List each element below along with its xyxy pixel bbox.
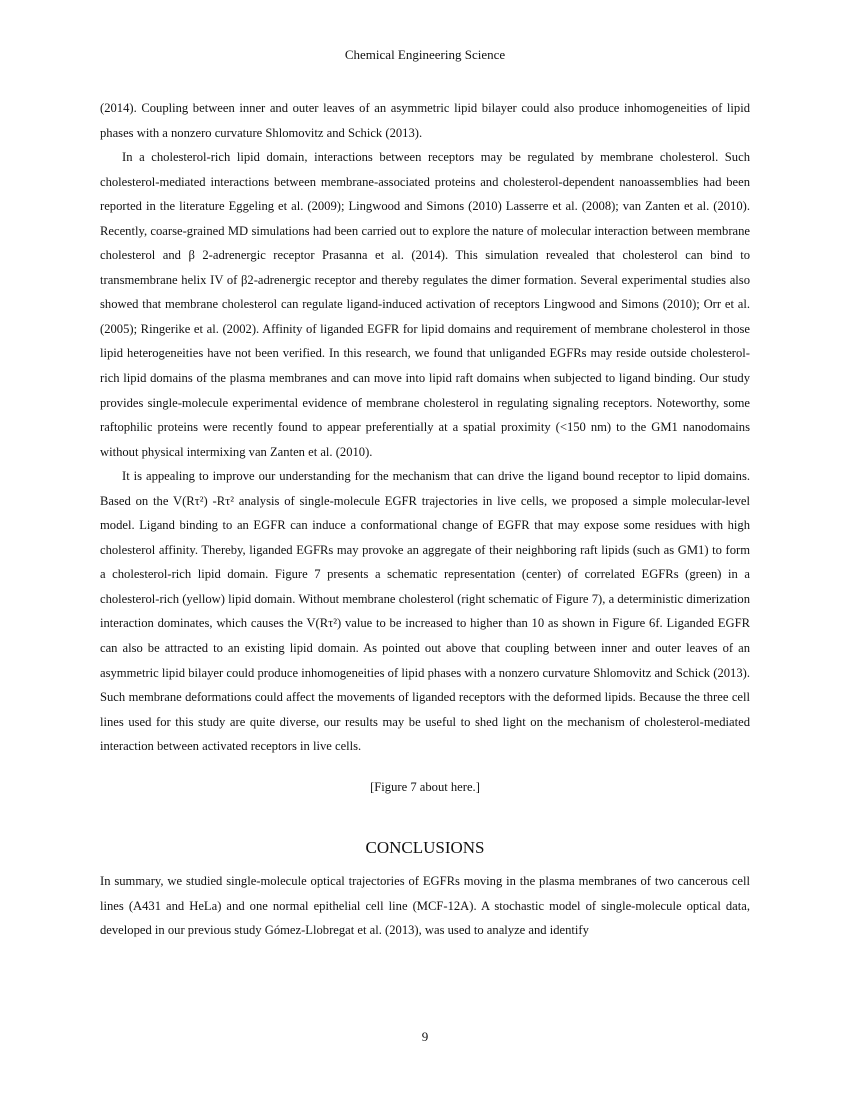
main-text [100, 96, 750, 943]
conclusions-paragraph: In summary, we studied single-molecule optical trajectories of EGFRs moving in the plasma membranes of two cancerous cell lines (A431 and HeLa) and one normal epithelial cell line (MCF-12A). A stochastic model of single-molecule optical data, developed in our previous study Gómez-Llobregat et al. (2013), was used to analyze and identify [100, 874, 750, 938]
page-number: 9 [421, 1029, 429, 1044]
paragraph-3: It is appealing to improve our understanding for the mechanism that can drive the ligand bound receptor to lipid domains. Based on the V(Rτ²) -Rτ² analysis of single-molecule EGFR trajectories in live cells, we proposed a simple molecular-level model. Ligand binding to an EGFR can induce a conformational change of EGFR that may expose some residues with high cholesterol affinity. Thereby, liganded EGFRs may provoke an aggregate of their neighboring raft lipids (such as GM1) to form a cholesterol-rich lipid domain. Figure 7 presents a schematic representation (center) of correlated EGFRs (green) in a cholesterol-rich (yellow) lipid domain. Without membrane cholesterol (right schematic of Figure 7), a deterministic dimerization interaction dominates, which causes the V(Rτ²) value to be increased to higher than 10 as shown in Figure 6f. Liganded EGFR can also be attracted to an existing lipid domain. As pointed out above that coupling between inner and outer leaves of an asymmetric lipid bilayer could produce inhomogeneities of lipid phases with a nonzero curvature Shlomovitz and Schick (2013). Such membrane deformations could affect the movements of liganded receptors with the deformed lipids. Because the three cell lines used for this study are quite diverse, our results may be useful to shed light on the mechanism of cholesterol-mediated interaction between activated receptors in live cells. [100, 469, 750, 754]
figure-placeholder: [Figure 7 about here.] [370, 779, 480, 794]
running-header: Chemical Engineering Science [344, 47, 506, 62]
paragraph-1: (2014). Coupling between inner and outer leaves of an asymmetric lipid bilayer could also produce inhomogeneities of lipid phases with a nonzero curvature Shlomovitz and Schick (2013). [100, 101, 750, 140]
paragraph-2: In a cholesterol-rich lipid domain, interactions between receptors may be regulated by membrane cholesterol. Such cholesterol-mediated interactions between membrane-associated proteins and cholesterol-dependent nanoassemblies had been reported in the literature Eggeling et al. (2009); Lingwood and Simons (2010) Lasserre et al. (2008); van Zanten et al. (2010). Recently, coarse-grained MD simulations had been carried out to explore the nature of molecular interaction between membrane cholesterol and β 2-adrenergic receptor Prasanna et al. (2014). This simulation revealed that cholesterol can bind to transmembrane helix IV of β2-adrenergic receptor and thereby regulates the dimer formation. Several experimental studies also showed that membrane cholesterol can regulate ligand-induced activation of receptors Lingwood and Simons (2010); Orr et al. (2005); Ringerike et al. (2002). Affinity of liganded EGFR for lipid domains and requirement of membrane cholesterol in those lipid heterogeneities have not been verified. In this research, we found that unliganded EGFRs may reside outside cholesterol-rich lipid domains of the plasma membranes and can move into lipid raft domains when subjected to ligand binding. Our study provides single-molecule experimental evidence of membrane cholesterol in regulating signaling receptors. Noteworthy, some raftophilic proteins were recently found to appear preferentially at a spatial proximity (<150 nm) to the GM1 nanodomains without physical intermixing van Zanten et al. (2010). [100, 150, 750, 459]
section-heading-conclusions: CONCLUSIONS [365, 838, 485, 858]
